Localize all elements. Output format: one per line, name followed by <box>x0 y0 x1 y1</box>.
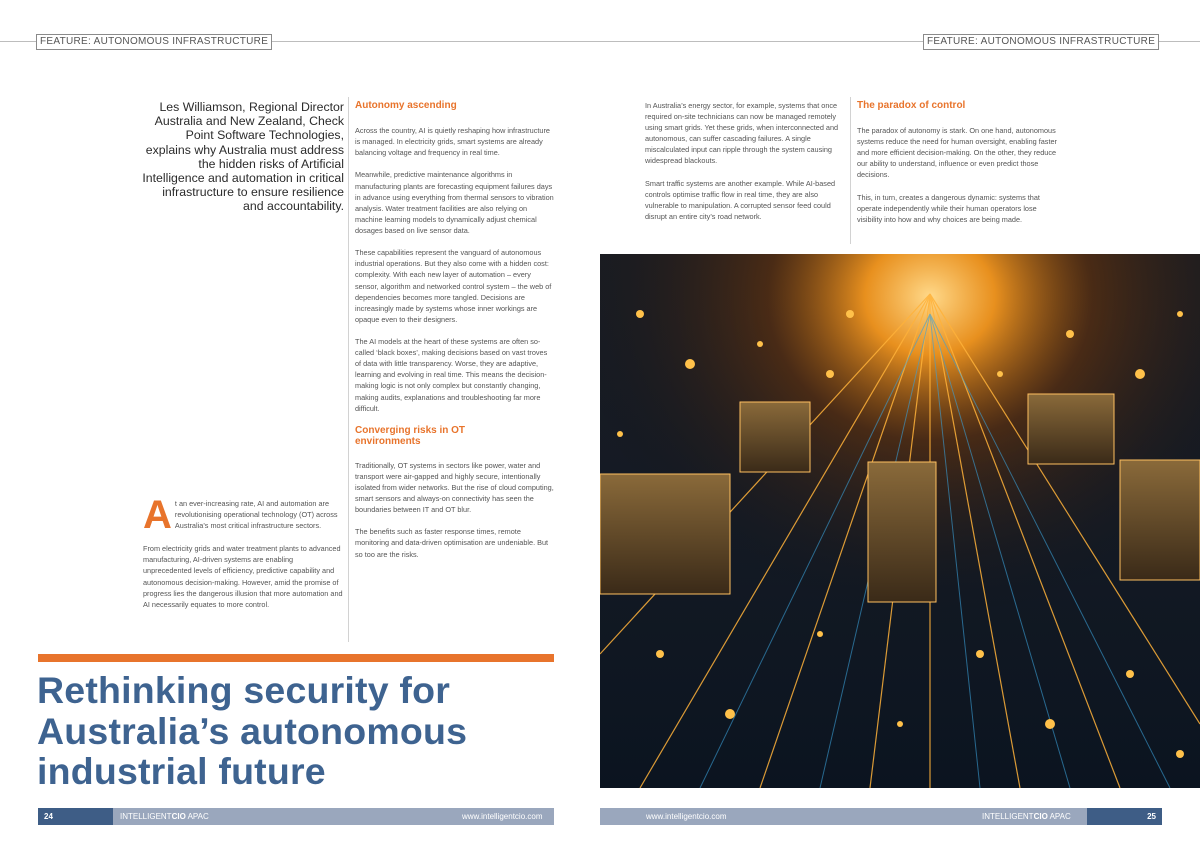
col4-paragraph-2: This, in turn, creates a dangerous dynamic: systems that operate independently while their human operators lose visibility into how and why choices are being made. <box>857 192 1040 224</box>
column-3 <box>645 100 845 233</box>
hero-image <box>600 254 1200 788</box>
intro-paragraph-2: From electricity grids and water treatment plants to advanced manufacturing, AI-driven systems are enabling unprecedented levels of efficiency, predictive capability and autonomous decision-making. However, amid the promise of progress lies the dangerous illusion that more automation and AI necessarily equates to more control. <box>143 544 343 609</box>
standfirst: Les Williamson, Regional Director Australia and New Zealand, Check Point Software Technologies, explains why Australia must address the hidden risks of Artificial Intelligence and automation in critical infrastructure to ensure resilience and accountability. <box>142 100 344 214</box>
page-number-left: 24 <box>38 808 113 825</box>
headline-accent-bar <box>38 654 554 662</box>
column-rule-3 <box>850 97 851 244</box>
heading-converging-risks: Converging risks in OT environments <box>355 424 466 447</box>
heading-autonomy-ascending: Autonomy ascending <box>355 100 457 111</box>
drop-cap: A <box>143 493 172 537</box>
col2-paragraph-4: The AI models at the heart of these systems are often so-called ‘black boxes’, making decisions based on vast troves of data with little transparency. Worse, they are adaptive, learning and evolving in real time. This means the decision-making logic is not only complex but constantly changing, making audits, explanations and troubleshooting far more difficult. <box>355 337 548 413</box>
col2-paragraph-3: These capabilities represent the vanguard of autonomous industrial operations. But they also come with a hidden cost: complexity. With each new layer of automation – every sensor, algorithm and networked control system – the web of dependencies becomes more tangled. Decisions are increasingly made by systems whose inner workings are opaque even to their designers. <box>355 248 552 324</box>
column-2-body-a <box>355 125 555 414</box>
col2-paragraph-5: Traditionally, OT systems in sectors like power, water and transport were air-gapped and highly secure, intentionally isolated from wider networks. But the rise of cloud computing, smart sensors and always-on connectivity has seen the boundaries between IT and OT blur. <box>355 460 554 515</box>
section-tag-right: FEATURE: AUTONOMOUS INFRASTRUCTURE <box>923 34 1159 50</box>
intro-column <box>143 493 343 621</box>
footer-url-left[interactable]: www.intelligentcio.com <box>462 812 543 821</box>
footer-brand-left: INTELLIGENTCIO APAC <box>120 812 209 821</box>
col4-paragraph-1: The paradox of autonomy is stark. On one hand, autonomous systems reduce the need for human oversight, enabling faster and more efficient decision-making. On the other, they reduce our ability to understand, influence or even predict those decisions. <box>857 126 1057 180</box>
col2-paragraph-6: The benefits such as faster response times, remote monitoring and data-driven optimisation are undeniable. But so too are the risks. <box>355 527 549 559</box>
heading-paradox-of-control: The paradox of control <box>857 100 966 111</box>
col3-paragraph-2: Smart traffic systems are another example. While AI-based controls optimise traffic flow in real time, they are also vulnerable to manipulation. A corrupted sensor feed could disrupt an entire city’s road network. <box>645 178 836 222</box>
column-4-body <box>857 125 1057 225</box>
column-rule-1 <box>348 97 349 642</box>
headline: Rethinking security for Australia’s autonomous industrial future <box>37 669 468 792</box>
column-2-body-b <box>355 460 555 560</box>
footer-brand-right: INTELLIGENTCIO APAC <box>982 812 1071 821</box>
intro-paragraph-1 <box>143 493 343 537</box>
footer-url-right[interactable]: www.intelligentcio.com <box>646 812 727 821</box>
column-2 <box>355 100 555 571</box>
col2-paragraph-2: Meanwhile, predictive maintenance algorithms in manufacturing plants are forecasting equipment failures days in advance using everything from thermal sensors to vibration analysis. Water treatment facilities are also relying on machine learning models to dynamically adjust chemical dosages based on live sensor data. <box>355 170 554 235</box>
intro-paragraph-1-text: t an ever-increasing rate, AI and automation are revolutionising operational technology (OT) across Australia’s most critical infrastructure sectors. <box>174 499 338 531</box>
hero-illustration <box>600 254 1200 788</box>
section-tag-left: FEATURE: AUTONOMOUS INFRASTRUCTURE <box>36 34 272 50</box>
col2-paragraph-1: Across the country, AI is quietly reshaping how infrastructure is managed. In electricity grids, smart systems are already balancing voltage and frequency in real time. <box>355 126 550 158</box>
col3-paragraph-1: In Australia’s energy sector, for example, systems that once required on-site technicians can now be managed remotely using smart grids. Yet these grids, when interconnected and autonomous, can suffer cascading failures. A single miscalculated input can ripple through the system causing widespread blackouts. <box>645 101 839 166</box>
page-number-right: 25 <box>1087 808 1162 825</box>
column-4 <box>857 100 1057 236</box>
